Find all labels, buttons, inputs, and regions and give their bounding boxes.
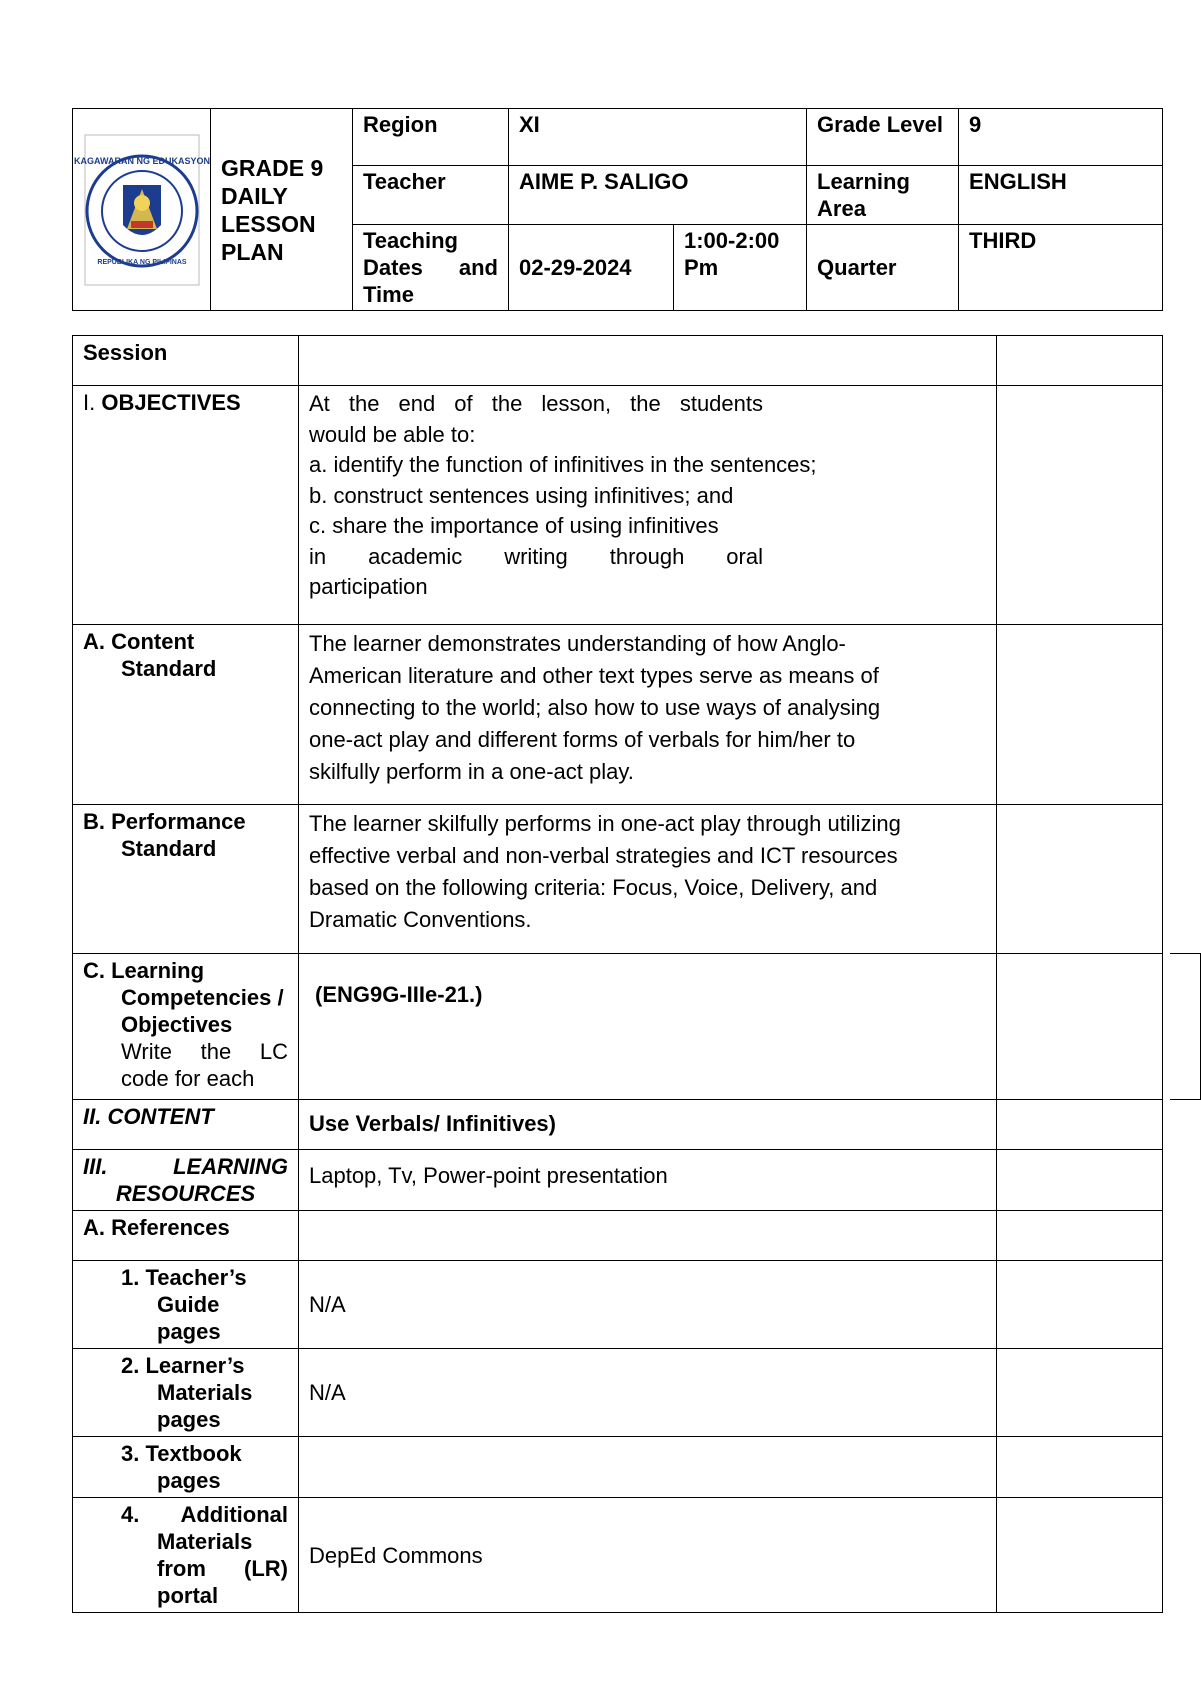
- performance-standard-line: Dramatic Conventions.: [309, 907, 532, 932]
- teachers-guide-value: N/A: [299, 1261, 997, 1349]
- session-label: Session: [73, 336, 299, 386]
- textbook-value: [299, 1437, 997, 1498]
- region-value: XI: [509, 109, 807, 166]
- references-value: [299, 1211, 997, 1261]
- content-label: II. CONTENT: [73, 1100, 299, 1150]
- quarter-label: Quarter: [807, 225, 959, 311]
- teacher-label: Teacher: [353, 166, 509, 225]
- table-row: [73, 386, 1163, 625]
- svg-text:KAGAWARAN NG EDUKASYON: KAGAWARAN NG EDUKASYON: [73, 155, 211, 166]
- learning-resources-label: III. LEARNING RESOURCES: [73, 1150, 299, 1211]
- content-standard-line: The learner demonstrates understanding of how Anglo-: [309, 631, 846, 656]
- teaching-dates-label-line: Time: [363, 282, 414, 307]
- remarks-cell: [997, 805, 1163, 954]
- table-row: [73, 1211, 1163, 1261]
- teaching-dates-label-line: Teaching: [363, 228, 458, 253]
- objective-line: At the end of the lesson, the students: [309, 391, 763, 416]
- learning-area-value: ENGLISH: [959, 166, 1163, 225]
- teaching-dates-label: [353, 225, 509, 311]
- competencies-heading: C. Learning Competencies / Objectives: [83, 958, 284, 1037]
- remarks-cell: [997, 1211, 1163, 1261]
- deped-seal-icon: [73, 133, 211, 287]
- teaching-dates-word: Dates: [363, 255, 423, 280]
- content-standard-line: connecting to the world; also how to use ways of analysing: [309, 695, 881, 720]
- references-label: A. References: [73, 1211, 299, 1261]
- region-label: Region: [353, 109, 509, 166]
- performance-standard-text: [299, 805, 997, 954]
- objective-line: in academic writing through oral: [309, 543, 763, 569]
- textbook-label: 3. Textbook pages: [73, 1437, 299, 1498]
- competency-code: (ENG9G-IIIe-21.): [299, 954, 997, 1100]
- teaching-dates-label-line: [363, 254, 498, 281]
- remarks-cell: [997, 1498, 1163, 1613]
- table-row: [73, 1150, 1163, 1211]
- teachers-guide-label: 1. Teacher’s Guide pages: [73, 1261, 299, 1349]
- performance-standard-label: B. Performance Standard: [73, 805, 299, 954]
- content-value: Use Verbals/ Infinitives): [299, 1100, 997, 1150]
- content-standard-line: skilfully perform in a one-act play.: [309, 759, 634, 784]
- table-row: [73, 1100, 1163, 1150]
- remarks-cell: [997, 1100, 1163, 1150]
- objectives-label: [73, 386, 299, 625]
- content-standard-text: [299, 625, 997, 805]
- remarks-cell: [997, 625, 1163, 805]
- teacher-value: AIME P. SALIGO: [509, 166, 807, 225]
- objective-line: c. share the importance of using infinitives: [309, 513, 719, 538]
- objectives-text: [299, 386, 997, 625]
- objectives-prefix: I.: [83, 390, 102, 415]
- time-value: 1:00-2:00 Pm: [674, 225, 807, 311]
- content-standard-label: A. Content Standard: [73, 625, 299, 805]
- learners-materials-label: 2. Learner’s Materials pages: [73, 1349, 299, 1437]
- date-value: 02-29-2024: [509, 225, 674, 311]
- objective-line: b. construct sentences using infinitives; and: [309, 482, 734, 508]
- table-row: [73, 336, 1163, 386]
- svg-text:REPUBLIKA NG PILIPINAS: REPUBLIKA NG PILIPINAS: [97, 258, 187, 266]
- table-edge-fragment: [1170, 953, 1201, 1100]
- remarks-cell: [997, 1437, 1163, 1498]
- table-row: [73, 1437, 1163, 1498]
- remarks-cell: [997, 1349, 1163, 1437]
- table-row: [73, 805, 1163, 954]
- deped-seal-cell: [73, 109, 211, 311]
- performance-standard-line: The learner skilfully performs in one-act play through utilizing: [309, 811, 901, 836]
- remarks-cell: [997, 954, 1163, 1100]
- competencies-label: [73, 954, 299, 1100]
- learning-area-label: Learning Area: [807, 166, 959, 225]
- content-standard-line: one-act play and different forms of verbals for him/her to: [309, 727, 856, 752]
- remarks-cell: [997, 336, 1163, 386]
- performance-standard-line: based on the following criteria: Focus, Voice, Delivery, and: [309, 875, 878, 900]
- objective-line: a. identify the function of infinitives in the sentences;: [309, 452, 817, 477]
- content-standard-line: American literature and other text types serve as means of: [309, 663, 879, 688]
- lesson-plan-table: [72, 335, 1163, 1613]
- teaching-dates-word: and: [458, 255, 498, 280]
- grade-level-label: Grade Level: [807, 109, 959, 166]
- table-row: [73, 1498, 1163, 1613]
- additional-materials-value: DepEd Commons: [299, 1498, 997, 1613]
- learning-resources-value: Laptop, Tv, Power-point presentation: [299, 1150, 997, 1211]
- header-table: [72, 108, 1163, 311]
- table-row: [73, 1349, 1163, 1437]
- quarter-value: THIRD: [959, 225, 1163, 311]
- performance-standard-line: effective verbal and non-verbal strategies and ICT resources: [309, 843, 898, 868]
- objectives-heading: OBJECTIVES: [101, 390, 241, 415]
- table-row: [73, 1261, 1163, 1349]
- remarks-cell: [997, 386, 1163, 625]
- learners-materials-value: N/A: [299, 1349, 997, 1437]
- objective-line: participation: [309, 574, 428, 599]
- grade-level-value: 9: [959, 109, 1163, 166]
- session-value: [299, 336, 997, 386]
- remarks-cell: [997, 1150, 1163, 1211]
- table-row: [73, 954, 1163, 1100]
- additional-materials-label: 4. Additional Materials from (LR) portal: [73, 1498, 299, 1613]
- competencies-note: Write the LC code for each: [121, 1039, 288, 1091]
- remarks-cell: [997, 1261, 1163, 1349]
- page-title: GRADE 9 DAILY LESSON PLAN: [211, 109, 353, 311]
- objective-line: would be able to:: [309, 421, 476, 447]
- table-row: [73, 625, 1163, 805]
